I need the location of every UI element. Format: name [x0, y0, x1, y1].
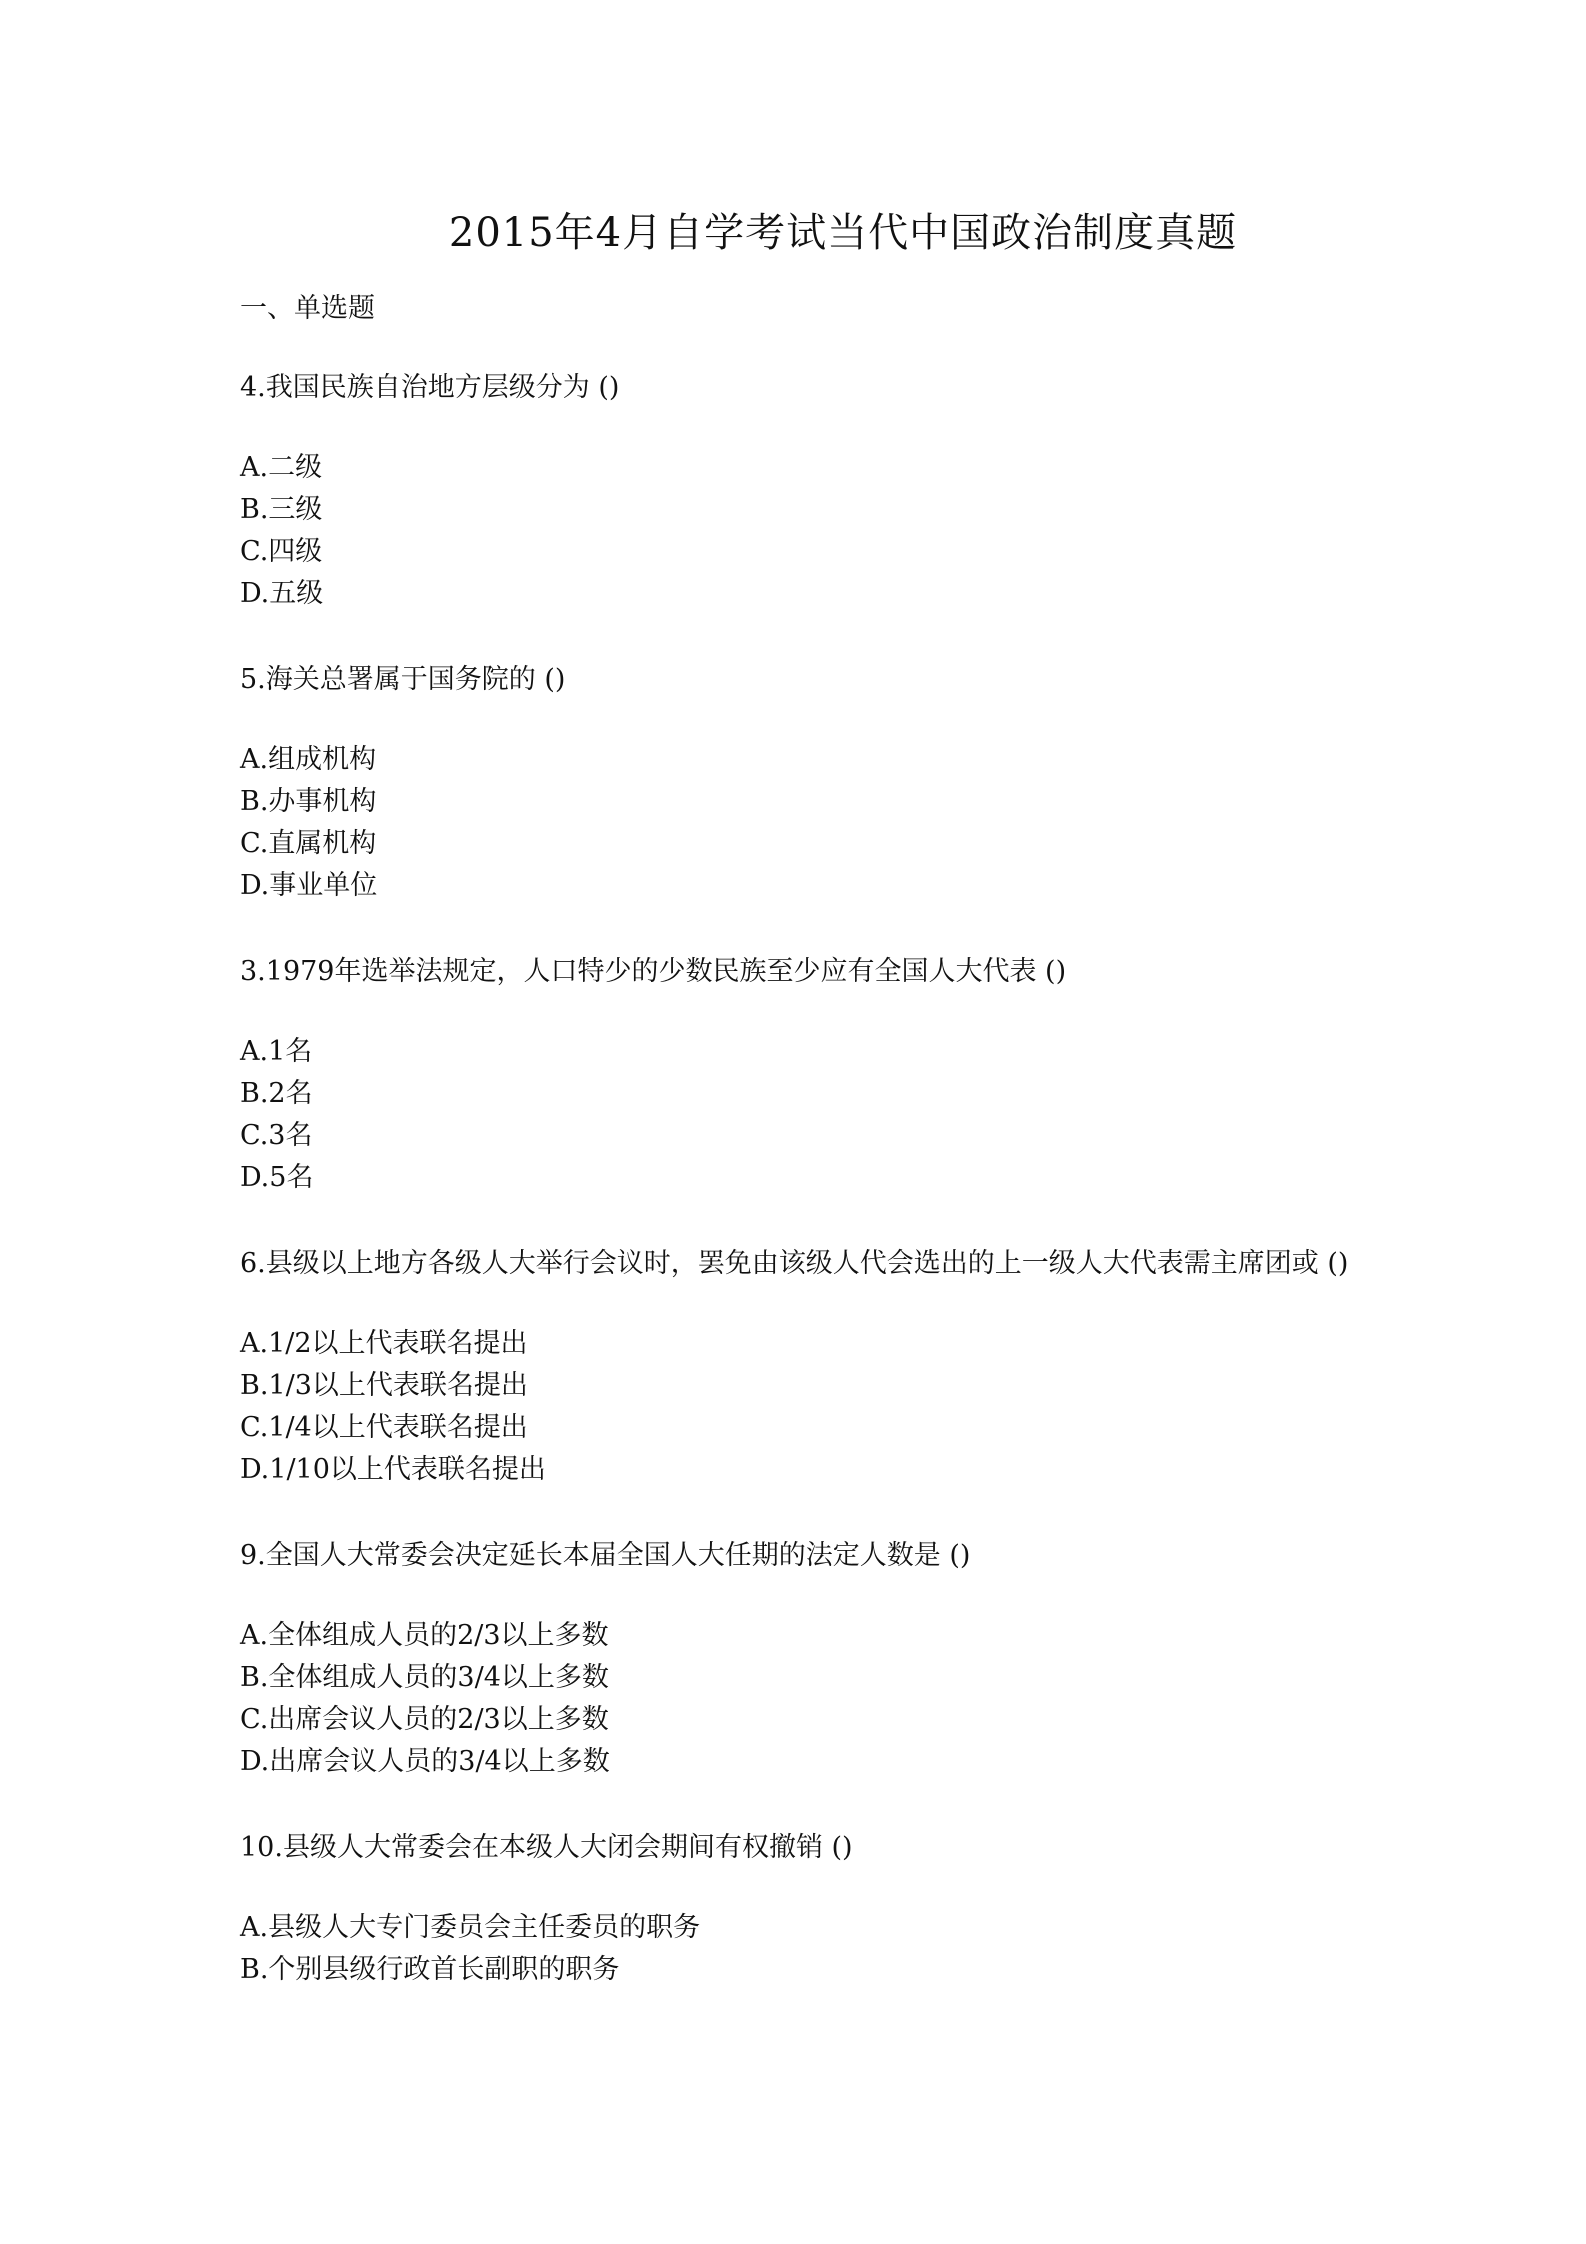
option-a: A.县级人大专门委员会主任委员的职务 — [240, 1912, 701, 1943]
section-heading: 一、单选题 — [240, 293, 375, 324]
question-stem: 9.全国人大常委会决定延长本届全国人大任期的法定人数是 () — [240, 1540, 971, 1571]
option-c: C.四级 — [240, 536, 323, 567]
option-list — [240, 447, 1386, 615]
question-block — [240, 1535, 1386, 1783]
option-a: A.1名 — [240, 1036, 313, 1067]
option-b: B.全体组成人员的3/4以上多数 — [240, 1662, 609, 1693]
option-c: C.1/4以上代表联名提出 — [240, 1412, 528, 1443]
option-c: C.出席会议人员的2/3以上多数 — [240, 1704, 609, 1735]
question-block — [240, 659, 1386, 907]
option-d: D.出席会议人员的3/4以上多数 — [240, 1746, 610, 1777]
option-a: A.全体组成人员的2/3以上多数 — [240, 1620, 609, 1651]
option-list — [240, 1907, 1386, 1991]
option-d: D.1/10以上代表联名提出 — [240, 1454, 546, 1485]
question-block — [240, 1827, 1386, 1991]
question-stem: 4.我国民族自治地方层级分为 () — [240, 372, 620, 403]
option-b: B.2名 — [240, 1078, 313, 1109]
option-d: D.5名 — [240, 1162, 314, 1193]
option-b: B.三级 — [240, 494, 323, 525]
question-stem: 6.县级以上地方各级人大举行会议时，罢免由该级人代会选出的上一级人大代表需主席团或 () — [240, 1248, 1349, 1279]
question-block — [240, 951, 1386, 1199]
question-block — [240, 1243, 1386, 1491]
question-stem: 10.县级人大常委会在本级人大闭会期间有权撤销 () — [240, 1832, 853, 1863]
option-list — [240, 1323, 1386, 1491]
option-b: B.1/3以上代表联名提出 — [240, 1370, 528, 1401]
option-a: A.二级 — [240, 452, 323, 483]
document-title: 2015年4月自学考试当代中国政治制度真题 — [448, 210, 1238, 256]
option-list — [240, 1615, 1386, 1783]
question-stem: 5.海关总署属于国务院的 () — [240, 664, 566, 695]
question-block — [240, 367, 1386, 615]
option-b: B.办事机构 — [240, 786, 377, 817]
option-c: C.直属机构 — [240, 828, 377, 859]
option-d: D.五级 — [240, 578, 324, 609]
option-c: C.3名 — [240, 1120, 313, 1151]
option-d: D.事业单位 — [240, 870, 378, 901]
option-a: A.1/2以上代表联名提出 — [240, 1328, 528, 1359]
option-list — [240, 1031, 1386, 1199]
option-b: B.个别县级行政首长副职的职务 — [240, 1954, 620, 1985]
option-list — [240, 739, 1386, 907]
question-stem: 3.1979年选举法规定，人口特少的少数民族至少应有全国人大代表 () — [240, 956, 1067, 987]
option-a: A.组成机构 — [240, 744, 377, 775]
